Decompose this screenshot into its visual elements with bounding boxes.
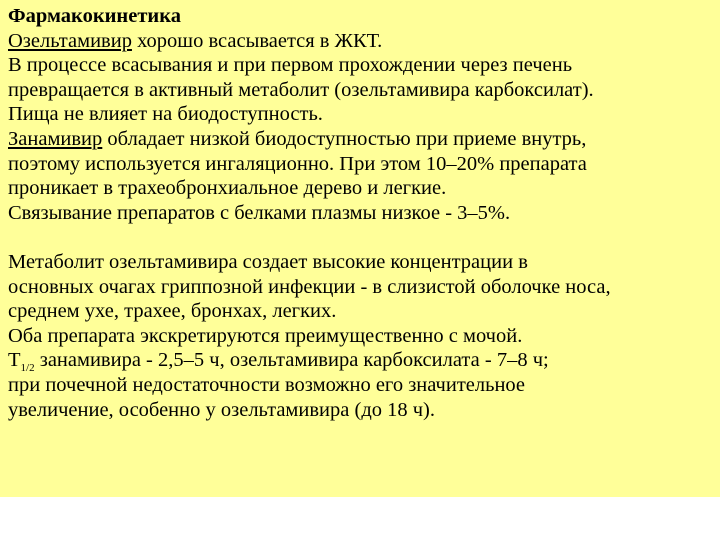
text-line: поэтому используется ингаляционно. При этом 10–20% препарата	[8, 152, 587, 175]
text-line: В процессе всасывания и при первом прохождении через печень	[8, 54, 573, 77]
text-line: превращается в активный метаболит (озельтамивира карбоксилат).	[8, 78, 594, 101]
text-line: основных очагах гриппозной инфекции - в слизистой оболочке носа,	[8, 275, 611, 298]
text-line: Метаболит озельтамивира создает высокие концентрации в	[8, 250, 528, 273]
text-line: при почечной недостаточности возможно его значительное	[8, 373, 526, 396]
drug-name-zanamivir: Занамивир	[8, 127, 103, 150]
paragraph-gap	[8, 225, 720, 250]
half-life-symbol: T	[8, 349, 21, 372]
text-line: увеличение, особенно у озельтамивира (до 18 ч).	[8, 398, 436, 421]
slide-title: Фармакокинетика	[8, 5, 181, 27]
text-line: Оба препарата экскретируются преимущественно с мочой.	[8, 324, 523, 347]
drug-name-oseltamivir: Озельтамивир	[8, 29, 132, 52]
text-line	[8, 29, 720, 54]
text-fragment: обладает низкой биодоступностью при приеме внутрь,	[102, 127, 587, 150]
text-line: Связывание препаратов с белками плазмы низкое - 3–5%.	[8, 201, 511, 224]
text-line	[8, 348, 720, 373]
half-life-subscript: 1/2	[20, 362, 35, 375]
text-line: среднем ухе, трахее, бронхах, легких.	[8, 300, 337, 323]
text-line: Пища не влияет на биодоступность.	[8, 103, 323, 126]
text-fragment: хорошо всасывается в ЖКТ.	[131, 29, 383, 52]
text-line: проникает в трахеобронхиальное дерево и легкие.	[8, 177, 447, 200]
text-fragment: занамивира - 2,5–5 ч, озельтамивира карбоксилата - 7–8 ч;	[34, 349, 549, 372]
text-line	[8, 127, 720, 152]
